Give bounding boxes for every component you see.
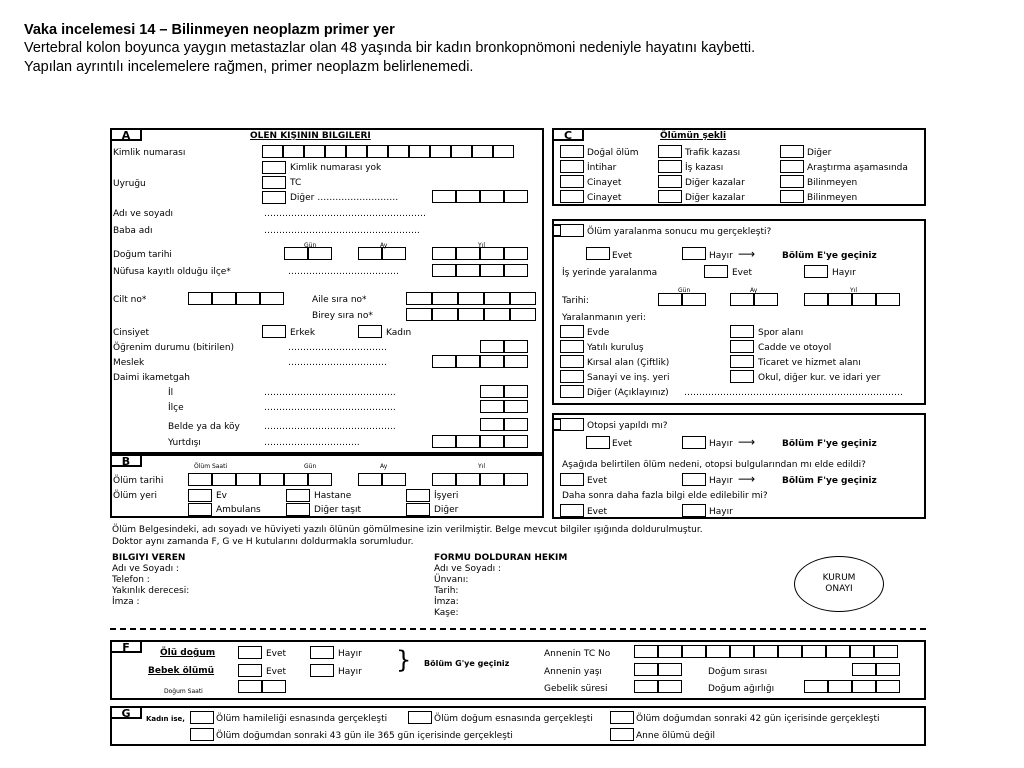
label-g4: Ölüm doğumdan sonraki 43 gün ile 365 gün içerisinde gerçekleşti	[216, 731, 513, 741]
label-bebek-olumu: Bebek ölümü	[148, 666, 215, 676]
checkbox-e-evet[interactable]	[586, 436, 610, 449]
checkbox-hastane[interactable]	[286, 489, 310, 502]
label-b-gun: Gün	[304, 463, 317, 470]
label-e-hayir3: Hayır	[709, 507, 733, 517]
section-c-title: Ölümün şekli	[660, 131, 727, 141]
label-nufus: Nüfusa kayıtlı olduğu ilçe*	[113, 267, 231, 277]
label-olu-hayir: Hayır	[338, 649, 362, 659]
arrow-icon-e1: ⟶	[738, 435, 756, 449]
checkbox-b-diger[interactable]	[406, 503, 430, 516]
label-yurtdisi: Yurtdışı	[168, 438, 201, 448]
checkbox-d-evde[interactable]	[560, 325, 584, 338]
yurtdisi-dots[interactable]: …………………………..	[264, 438, 360, 448]
checkbox-d-hayir[interactable]	[682, 247, 706, 260]
checkbox-e-hayir3[interactable]	[682, 504, 706, 517]
section-g-tag: G	[110, 706, 142, 719]
label-kimlik-yok: Kimlik numarası yok	[290, 163, 382, 173]
belde-boxes[interactable]	[480, 418, 528, 431]
label-gebelik-suresi: Gebelik süresi	[544, 684, 608, 694]
label-adsoyad: Adı ve soyadı	[113, 209, 174, 219]
label-c1: Doğal ölüm	[587, 148, 639, 158]
label-ikamet: Daimi ikametgah	[113, 373, 190, 383]
section-c	[552, 128, 926, 206]
label-olum-yeri: Ölüm yeri	[113, 491, 157, 501]
label-c8: Diğer kazalar	[685, 178, 745, 188]
label-kadin-ise: Kadın ise,	[146, 715, 185, 723]
label-e-evet2: Evet	[587, 476, 608, 486]
slide-header	[24, 22, 1004, 77]
checkbox-d-sanayi[interactable]	[560, 370, 584, 383]
section-g	[110, 706, 926, 746]
checkbox-d-q[interactable]	[560, 224, 584, 237]
label-olu-dogum: Ölü doğum	[160, 648, 216, 658]
checkbox-olu-hayir[interactable]	[310, 646, 334, 659]
checkbox-d-yatili[interactable]	[560, 340, 584, 353]
label-ambulans: Ambulans	[216, 505, 261, 515]
label-belde: Belde ya da köy	[168, 422, 240, 432]
divider	[110, 628, 926, 630]
aile-boxes[interactable]	[406, 292, 536, 305]
kurum-onayi-text: KURUM ONAYI	[822, 573, 856, 594]
checkbox-c3[interactable]	[780, 145, 804, 158]
checkbox-erkek[interactable]	[262, 325, 286, 338]
checkbox-e-hayir2[interactable]	[682, 473, 706, 486]
label-c5: İş kazası	[685, 163, 724, 173]
label-d-gun: Gün	[678, 287, 691, 294]
yurtdisi-boxes[interactable]	[432, 435, 528, 448]
olum-yil-boxes[interactable]	[432, 473, 528, 486]
label-d-evde: Evde	[587, 328, 610, 338]
label-meslek: Meslek	[113, 358, 145, 368]
checkbox-ambulans[interactable]	[188, 503, 212, 516]
baba-dots[interactable]: …………………………………………….	[264, 226, 420, 236]
gebelik-suresi-boxes[interactable]	[634, 680, 682, 693]
label-d-tarih: Tarihi:	[562, 296, 589, 306]
label-kimlik: Kimlik numarası	[113, 148, 186, 158]
checkbox-d-kirsal[interactable]	[560, 355, 584, 368]
label-isyeri: İşyeri	[434, 491, 459, 501]
case-text-line-2: Yapılan ayrıntılı incelemelere rağmen, primer neoplazm belirlenemedi.	[24, 59, 474, 75]
label-e-q1: Otopsi yapıldı mı?	[587, 421, 668, 431]
label-c9: Bilinmeyen	[807, 178, 858, 188]
checkbox-d-ticaret[interactable]	[730, 355, 754, 368]
label-annenin-tc: Annenin TC No	[544, 649, 611, 659]
checkbox-g5[interactable]	[610, 728, 634, 741]
checkbox-c2[interactable]	[658, 145, 682, 158]
label-c7: Cinayet	[587, 178, 622, 188]
checkbox-tc[interactable]	[262, 176, 286, 189]
ilce-dots[interactable]: ……………………………………..	[264, 403, 396, 413]
label-e-hayir2: Hayır	[709, 476, 733, 486]
label-diger-uyruk: Diğer ………………………	[290, 193, 399, 203]
bilgi-adsoyad: Adı ve Soyadı :	[112, 564, 179, 574]
il-dots[interactable]: ……………………………………..	[264, 388, 396, 398]
footer-line-2: Doktor aynı zamanda F, G ve H kutularını doldurmakla sorumludur.	[112, 537, 414, 547]
label-e-gec1: Bölüm F'ye geçiniz	[782, 439, 877, 449]
checkbox-d-cadde[interactable]	[730, 340, 754, 353]
checkbox-c10[interactable]	[560, 190, 584, 203]
label-diger-tasit: Diğer taşıt	[314, 505, 362, 515]
label-il: İl	[168, 388, 174, 398]
brace-icon: }	[396, 646, 412, 674]
label-d-isyeri-evet: Evet	[732, 268, 753, 278]
hekim-kase: Kaşe:	[434, 608, 459, 618]
label-tc: TC	[290, 178, 302, 188]
label-bebek-hayir: Hayır	[338, 667, 362, 677]
d-diger-dots[interactable]: ……………………………………………………………….	[684, 388, 903, 398]
checkbox-bebek-hayir[interactable]	[310, 664, 334, 677]
checkbox-e-evet3[interactable]	[560, 504, 584, 517]
label-g5: Anne ölümü değil	[636, 731, 715, 741]
annenin-yasi-boxes[interactable]	[634, 663, 682, 676]
label-d-gec: Bölüm E'ye geçiniz	[782, 251, 877, 261]
section-f	[110, 640, 926, 700]
kimlik-boxes[interactable]	[262, 145, 514, 158]
section-f-tag: F	[110, 640, 142, 653]
checkbox-g1[interactable]	[190, 711, 214, 724]
label-e-gec2: Bölüm F'ye geçiniz	[782, 476, 877, 486]
kurum-onayi-stamp	[794, 556, 884, 612]
label-g1: Ölüm hamileliği esnasında gerçekleşti	[216, 714, 388, 724]
hekim-adsoyad: Adı ve Soyadı :	[434, 564, 501, 574]
hekim-unvan: Ünvanı:	[434, 575, 469, 585]
checkbox-g2[interactable]	[408, 711, 432, 724]
label-ogrenim: Öğrenim durumu (bitirilen)	[113, 343, 235, 353]
checkbox-c8[interactable]	[658, 175, 682, 188]
checkbox-g3[interactable]	[610, 711, 634, 724]
label-d-evet: Evet	[612, 251, 633, 261]
checkbox-c6[interactable]	[780, 160, 804, 173]
label-c3: Diğer	[807, 148, 832, 158]
section-d	[552, 219, 926, 405]
label-dogum-tarihi: Doğum tarihi	[113, 250, 172, 260]
checkbox-d-isyeri-evet[interactable]	[704, 265, 728, 278]
adsoyad-dots[interactable]: ………………………………………………	[264, 209, 426, 219]
label-ev: Ev	[216, 491, 228, 501]
d-ay-boxes[interactable]	[730, 293, 778, 306]
label-dogum-saati: Doğum Saati	[164, 688, 203, 695]
checkbox-d-spor[interactable]	[730, 325, 754, 338]
label-f-gec: Bölüm G'ye geçiniz	[424, 659, 510, 668]
d-yil-boxes[interactable]	[804, 293, 900, 306]
checkbox-ev[interactable]	[188, 489, 212, 502]
checkbox-c11[interactable]	[658, 190, 682, 203]
label-formu-dolduran: FORMU DOLDURAN HEKIM	[434, 553, 568, 563]
cilt-boxes[interactable]	[188, 292, 284, 305]
checkbox-kadin[interactable]	[358, 325, 382, 338]
label-olum-tarihi: Ölüm tarihi	[113, 476, 164, 486]
label-gun: Gün	[304, 242, 317, 249]
label-b-diger: Diğer	[434, 505, 459, 515]
footer-line-1: Ölüm Belgesindeki, adı soyadı ve hüviyeti yazılı ölünün gömülmesine izin verilmiştir. Belge mevcut bilgiler ışığında doldurulmuştur.	[112, 525, 703, 535]
label-annenin-yasi: Annenin yaşı	[544, 667, 602, 677]
label-d-ay: Ay	[750, 287, 758, 294]
label-hastane: Hastane	[314, 491, 352, 501]
section-b-tag: B	[110, 454, 142, 467]
label-cinsiyet: Cinsiyet	[113, 328, 150, 338]
label-d-yil: Yıl	[850, 287, 857, 294]
dogum-sirasi-boxes[interactable]	[852, 663, 900, 676]
label-d-hayir: Hayır	[709, 251, 733, 261]
label-d-question: Ölüm yaralanma sonucu mu gerçekleşti?	[587, 227, 772, 237]
checkbox-c4[interactable]	[560, 160, 584, 173]
label-d-yatili: Yatılı kuruluş	[587, 343, 644, 353]
section-a-title: OLEN KIŞININ BILGILERI	[250, 131, 371, 141]
label-c6: Araştırma aşamasında	[807, 163, 908, 173]
dogum-saati-boxes[interactable]	[238, 680, 286, 693]
label-aile: Aile sıra no*	[312, 295, 367, 305]
label-d-isyeri-hayir: Hayır	[832, 268, 856, 278]
label-d-diger: Diğer (Açıklayınız)	[587, 388, 669, 398]
il-boxes[interactable]	[480, 385, 528, 398]
birey-boxes[interactable]	[406, 308, 536, 321]
checkbox-e-evet2[interactable]	[560, 473, 584, 486]
label-uyrugu: Uyruğu	[113, 179, 146, 189]
label-d-isyeri: İş yerinde yaralanma	[562, 268, 658, 278]
label-c12: Bilinmeyen	[807, 193, 858, 203]
olum-saat-boxes[interactable]	[188, 473, 284, 486]
label-d-sanayi: Sanayi ve inş. yeri	[587, 373, 670, 383]
label-yil: Yıl	[478, 242, 485, 249]
meslek-boxes[interactable]	[432, 355, 528, 368]
olum-ay-boxes[interactable]	[358, 473, 406, 486]
nufus-boxes[interactable]	[432, 264, 528, 277]
label-e-evet: Evet	[612, 439, 633, 449]
uyruk-code-boxes[interactable]	[432, 190, 528, 203]
label-c11: Diğer kazalar	[685, 193, 745, 203]
checkbox-bebek-evet[interactable]	[238, 664, 262, 677]
arrow-icon-e2: ⟶	[738, 472, 756, 486]
checkbox-c7[interactable]	[560, 175, 584, 188]
label-g2: Ölüm doğum esnasında gerçekleşti	[434, 714, 593, 724]
checkbox-diger-uyruk[interactable]	[262, 191, 286, 204]
dogum-agirligi-boxes[interactable]	[804, 680, 900, 693]
checkbox-c1[interactable]	[560, 145, 584, 158]
label-kadin: Kadın	[386, 328, 412, 338]
label-baba: Baba adı	[113, 226, 153, 236]
checkbox-d-diger[interactable]	[560, 385, 584, 398]
dogum-yil-boxes[interactable]	[432, 247, 528, 260]
case-text-line-1: Vertebral kolon boyunca yaygın metastazlar olan 48 yaşında bir kadın bronkopnömoni nedeniyle hayatını kaybetti.	[24, 40, 756, 56]
section-a	[110, 128, 544, 454]
checkbox-d-okul[interactable]	[730, 370, 754, 383]
label-olu-evet: Evet	[266, 649, 287, 659]
label-e-evet3: Evet	[587, 507, 608, 517]
section-e	[552, 413, 926, 519]
label-d-spor: Spor alanı	[758, 328, 804, 338]
label-dogum-agirligi: Doğum ağırlığı	[708, 684, 775, 694]
arrow-icon-d: ⟶	[738, 247, 756, 261]
bilgi-yakinlik: Yakınlık derecesi:	[112, 586, 190, 596]
label-b-yil: Yıl	[478, 463, 485, 470]
label-olum-saati: Ölüm Saati	[194, 463, 228, 470]
label-d-yer: Yaralanmanın yeri:	[562, 313, 646, 323]
checkbox-diger-tasit[interactable]	[286, 503, 310, 516]
olum-gun-boxes[interactable]	[284, 473, 332, 486]
label-ilce: İlçe	[168, 403, 184, 413]
label-bilgi-veren: BILGIYI VEREN	[112, 553, 186, 563]
label-d-cadde: Cadde ve otoyol	[758, 343, 832, 353]
checkbox-isyeri[interactable]	[406, 489, 430, 502]
checkbox-d-evet[interactable]	[586, 247, 610, 260]
belde-dots[interactable]: ……………………………………..	[264, 422, 396, 432]
dogum-gun-boxes[interactable]	[284, 247, 332, 260]
checkbox-c5[interactable]	[658, 160, 682, 173]
nufus-dots[interactable]: ……………………………….	[288, 267, 399, 277]
label-erkek: Erkek	[290, 328, 316, 338]
label-g3: Ölüm doğumdan sonraki 42 gün içerisinde gerçekleşti	[636, 714, 880, 724]
label-c2: Trafik kazası	[685, 148, 741, 158]
label-birey: Birey sıra no*	[312, 311, 373, 321]
label-bebek-evet: Evet	[266, 667, 287, 677]
label-d-okul: Okul, diğer kur. ve idari yer	[758, 373, 881, 383]
hekim-tarih: Tarih:	[434, 586, 459, 596]
bilgi-imza: İmza :	[112, 597, 140, 607]
ogrenim-dots[interactable]: ……………………………	[288, 343, 387, 353]
checkbox-c9[interactable]	[780, 175, 804, 188]
section-a-tag: A	[110, 128, 142, 141]
case-title: Vaka incelemesi 14 – Bilinmeyen neoplazm primer yer	[24, 22, 395, 38]
label-c10: Cinayet	[587, 193, 622, 203]
d-gun-boxes[interactable]	[658, 293, 706, 306]
checkbox-c12[interactable]	[780, 190, 804, 203]
bilgi-telefon: Telefon :	[112, 575, 150, 585]
label-e-hayir: Hayır	[709, 439, 733, 449]
hekim-imza: İmza:	[434, 597, 459, 607]
label-d-kirsal: Kırsal alan (Çiftlik)	[587, 358, 670, 368]
label-b-ay: Ay	[380, 463, 388, 470]
checkbox-d-isyeri-hayir[interactable]	[804, 265, 828, 278]
checkbox-e-hayir[interactable]	[682, 436, 706, 449]
section-c-tag: C	[552, 128, 584, 141]
meslek-dots[interactable]: ……………………………	[288, 358, 387, 368]
checkbox-kimlik-yok[interactable]	[262, 161, 286, 174]
checkbox-g4[interactable]	[190, 728, 214, 741]
label-e-q2: Aşağıda belirtilen ölüm nedeni, otopsi bulgularından mı elde edildi?	[562, 460, 866, 470]
ogrenim-boxes[interactable]	[480, 340, 528, 353]
section-b	[110, 454, 544, 518]
dogum-ay-boxes[interactable]	[358, 247, 406, 260]
label-e-q3: Daha sonra daha fazla bilgi elde edilebilir mi?	[562, 491, 768, 501]
checkbox-e-q[interactable]	[560, 418, 584, 431]
annenin-tc-boxes[interactable]	[634, 645, 898, 658]
label-cilt: Cilt no*	[113, 295, 147, 305]
label-d-ticaret: Ticaret ve hizmet alanı	[758, 358, 861, 368]
label-ay: Ay	[380, 242, 388, 249]
label-c4: İntihar	[587, 163, 617, 173]
ilce-boxes[interactable]	[480, 400, 528, 413]
label-dogum-sirasi: Doğum sırası	[708, 667, 768, 677]
checkbox-olu-evet[interactable]	[238, 646, 262, 659]
